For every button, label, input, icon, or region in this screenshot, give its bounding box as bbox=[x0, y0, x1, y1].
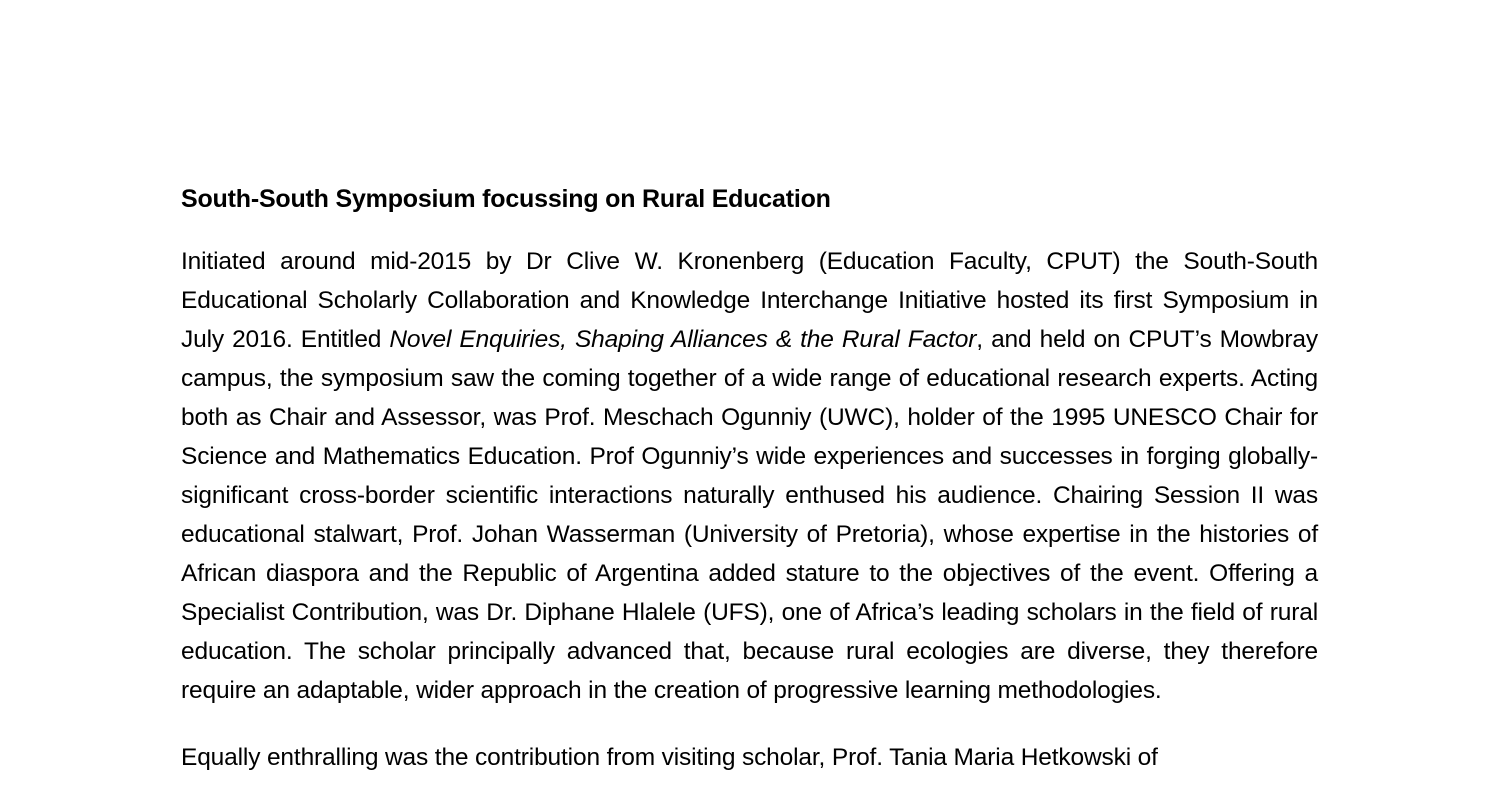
document-body bbox=[181, 181, 1318, 777]
paragraph-continuation: Equally enthralling was the contribution from visiting scholar, Prof. Tania Maria Hetkowski of bbox=[181, 744, 1158, 771]
paragraph-text-end: , and held on CPUT’s Mowbray campus, the symposium saw the coming together of a wide range of educational research experts. Acting both as Chair and Assessor, was Prof. Meschach Ogunniy (UWC), holder of the 1995 UNESCO Chair for Science and Mathematics Education. Prof Ogunniy’s wide experiences and successes in forging globally-significant cross-border scientific interactions naturally enthused his audience. Chairing Session II was educational stalwart, Prof. Johan Wasserman (University of Pretoria), whose expertise in the histories of African diaspora and the Republic of Argentina added stature to the objectives of the event. Offering a Specialist Contribution, was Dr. Diphane Hlalele (UFS), one of Africa’s leading scholars in the field of rural education. The scholar principally advanced that, because rural ecologies are diverse, they therefore require an adaptable, wider approach in the creation of progressive learning methodologies. bbox=[181, 326, 1318, 704]
page-title: South-South Symposium focussing on Rural Education bbox=[181, 185, 831, 213]
paragraph-text-start: Initiated around mid-2015 by Dr Clive W. Kronenberg (Education Faculty, CPUT) the South-South Educational Scholarly Collaboration and Knowledge Interchange Initiative hosted its first Symposium in July 2016. Entitled bbox=[181, 248, 1318, 353]
symposium-title-italic: Novel Enquiries, Shaping Alliances & the Rural Factor bbox=[389, 326, 977, 353]
paragraph-symposium-summary bbox=[181, 242, 1318, 710]
